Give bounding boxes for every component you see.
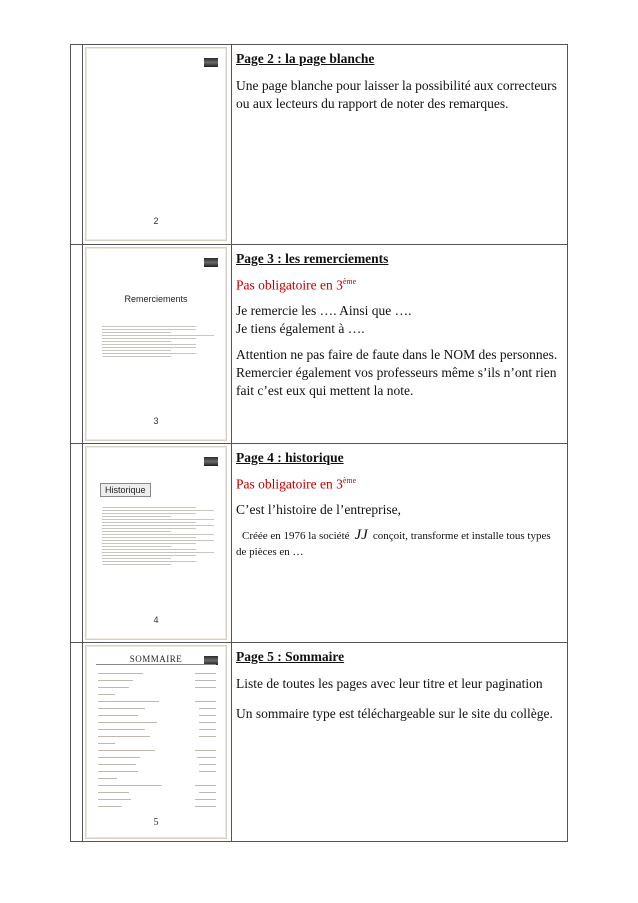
thumbnail-title: Remerciements [124,294,188,304]
thumbnail-page-number: 4 [153,615,159,625]
table-row [71,45,568,245]
page-thumbnail [85,645,227,839]
optional-note: Pas obligatoire en 3ème [236,476,357,492]
document-table [70,44,568,842]
thumbnail-text-lines [102,507,214,567]
paragraph: Une page blanche pour laisser la possibilité aux correcteurs ou aux lecteurs du rapport de noter des remarques. [236,78,557,111]
margin-cell [71,444,83,643]
thumbnail-text-lines [102,326,214,359]
thumbnail-cell [83,245,232,444]
table-row [71,643,568,842]
table-row [71,444,568,643]
section-heading: Page 5 : Sommaire [236,649,345,664]
paragraph: C’est l’histoire de l’entreprise, [236,501,401,517]
section-heading: Page 3 : les remerciements [236,251,389,266]
thumbnail-toc-lines [98,670,216,810]
paragraph: Liste de toutes les pages avec leur titre et leur pagination [236,676,543,691]
paragraph: Un sommaire type est téléchargeable sur le site du collège. [236,706,553,721]
thumbnail-cell [83,45,232,245]
description-cell [232,45,568,245]
thumbnail-title: Historique [100,483,151,497]
table-row [71,245,568,444]
thumbnail-cell [83,444,232,643]
thumbnail-page-number: 2 [153,216,159,226]
paragraph: Attention ne pas faire de faute dans le NOM des personnes. Remercier également vos professeurs même s’ils n’ont rien fait c’est eux qui mettent la note. [236,346,558,398]
thumbnail-page-number: 3 [153,416,159,426]
header-photo-icon [204,58,218,67]
section-heading: Page 2 : la page blanche [236,51,375,66]
description-cell [232,643,568,842]
company-logo: JJ [354,526,368,543]
thumbnail-page-number: 5 [153,817,159,828]
margin-cell [71,245,83,444]
header-photo-icon [204,457,218,466]
section-heading: Page 4 : historique [236,450,344,465]
header-photo-icon [204,258,218,267]
thumbnail-cell [83,643,232,842]
optional-note: Pas obligatoire en 3ème [236,277,357,293]
margin-cell [71,45,83,245]
margin-cell [71,643,83,842]
page-thumbnail [85,446,227,640]
thumbnail-title: SOMMAIRE [96,654,216,665]
page-thumbnail [85,247,227,441]
page-thumbnail [85,47,227,241]
paragraph: Je remercie les …. Ainsi que …. Je tiens également à …. [236,302,412,336]
example-text: Créée en 1976 la société JJ conçoit, transforme et installe tous types de pièces en … [236,526,551,558]
description-cell [232,444,568,643]
description-cell [232,245,568,444]
